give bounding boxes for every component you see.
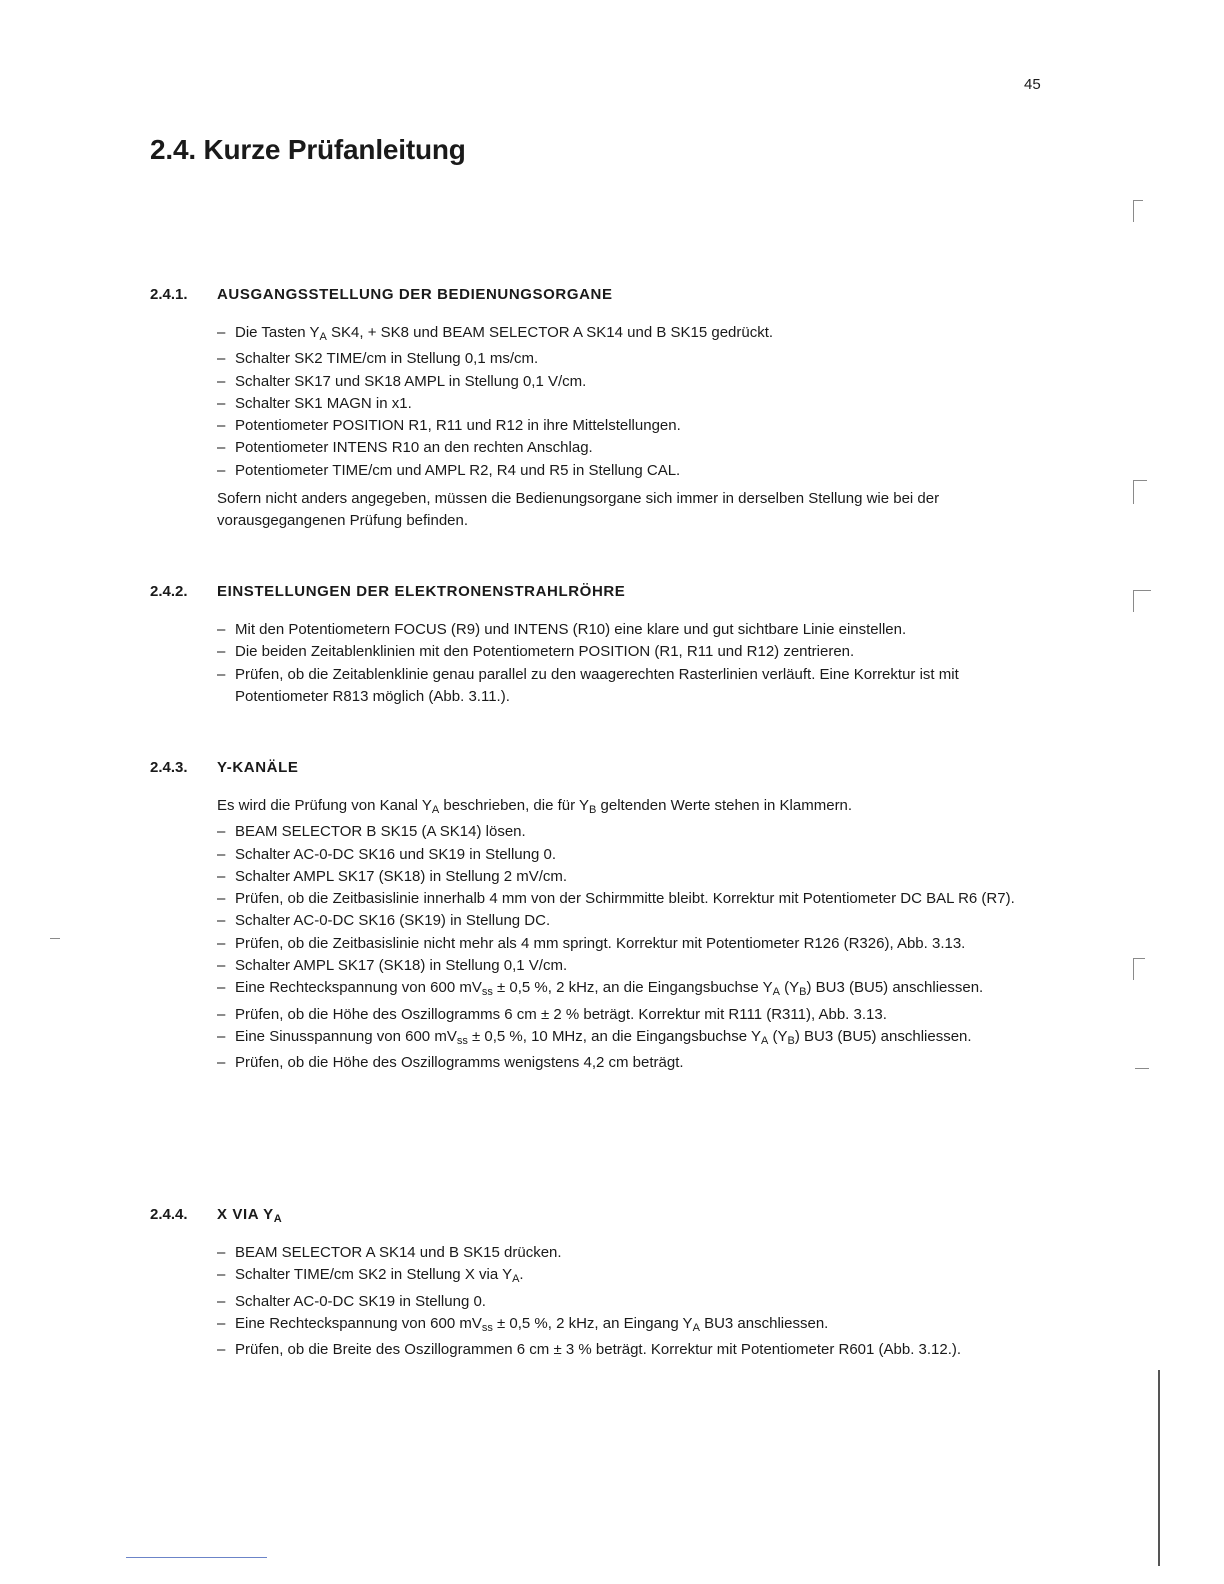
section-title: X VIA $Y_A$ — [217, 1206, 283, 1225]
list-item: – Prüfen, ob die Höhe des Oszillogramms 6 cm ± 2 % beträgt. Korrektur mit R111 (R311), Abb. 3.13. — [217, 1004, 1050, 1026]
margin-mark — [1133, 200, 1143, 201]
list-item: – Schalter AMPL SK17 (SK18) in Stellung 0,1 V/cm. — [217, 955, 1050, 977]
section-title: Y-KANÄLE — [217, 759, 299, 776]
section-number: 2.4.4. — [150, 1206, 188, 1223]
margin-mark — [1133, 200, 1134, 222]
section-body — [217, 322, 1050, 533]
section-heading — [150, 286, 1050, 310]
list-item: – Potentiometer INTENS R10 an den rechten Anschlag. — [217, 437, 1050, 459]
section-number: 2.4.3. — [150, 759, 188, 776]
section-title: AUSGANGSSTELLUNG DER BEDIENUNGSORGANE — [217, 286, 613, 303]
margin-mark — [1133, 958, 1134, 980]
list-item: – Potentiometer TIME/cm und AMPL R2, R4 und R5 in Stellung CAL. — [217, 460, 1050, 482]
list-item: – Schalter TIME/cm SK2 in Stellung X via $Y_A$. — [217, 1264, 1050, 1290]
section-body — [217, 619, 1050, 708]
list-item: – BEAM SELECTOR B SK15 (A SK14) lösen. — [217, 821, 1050, 843]
list-item: – Schalter SK17 und SK18 AMPL in Stellung 0,1 V/cm. — [217, 371, 1050, 393]
section-title: EINSTELLUNGEN DER ELEKTRONENSTRAHLRÖHRE — [217, 583, 626, 600]
list-item: – Die Tasten $Y_A$ SK4, + SK8 und BEAM SELECTOR A SK14 und B SK15 gedrückt. — [217, 322, 1050, 348]
list-item: – Schalter AMPL SK17 (SK18) in Stellung 2 mV/cm. — [217, 866, 1050, 888]
list-item: – Schalter SK1 MAGN in x1. — [217, 393, 1050, 415]
list-item: – Eine Rechteckspannung von 600 $mV_{ss} \pm 0,5$ %, 2 kHz, an die Eingangsbuchse $Y_A$ $(Y_B)$ BU3 (BU5) anschliessen. — [217, 977, 1050, 1003]
section-2-4-2 — [150, 583, 1050, 708]
section-heading — [150, 583, 1050, 607]
list-item: – Potentiometer POSITION R1, R11 und R12 in ihre Mittelstellungen. — [217, 415, 1050, 437]
section-heading — [150, 1206, 1050, 1230]
section-intro: Es wird die Prüfung von Kanal $Y_A$ beschrieben, die für $Y_B$ geltenden Werte stehen in Klammern. — [217, 797, 853, 816]
section-2-4-4 — [150, 1206, 1050, 1361]
list-item: – Prüfen, ob die Zeitbasislinie innerhalb 4 mm von der Schirmmitte bleibt. Korrektur mit Potentiometer DC BAL R6 (R7). — [217, 888, 1050, 910]
margin-mark — [1133, 590, 1151, 591]
list-item: – Die beiden Zeitablenklinien mit den Potentiometern POSITION (R1, R11 und R12) zentrieren. — [217, 641, 1050, 663]
list-item: – Eine Sinusspannung von 600 $mV_{ss} \pm 0,5$ %, 10 MHz, an die Eingangsbuchse $Y_A$ $(Y_B)$ BU3 (BU5) anschliessen. — [217, 1026, 1050, 1052]
section-2-4-1 — [150, 286, 1050, 533]
footnote-rule — [126, 1557, 267, 1558]
section-heading — [150, 759, 1050, 783]
list-item: – BEAM SELECTOR A SK14 und B SK15 drücken. — [217, 1242, 1050, 1264]
page-number: 45 — [1024, 76, 1041, 93]
margin-mark — [50, 938, 60, 939]
list-item: – Prüfen, ob die Höhe des Oszillogramms wenigstens 4,2 cm beträgt. — [217, 1052, 1050, 1074]
list-item: – Schalter AC-0-DC SK16 und SK19 in Stellung 0. — [217, 844, 1050, 866]
list-item: – Mit den Potentiometern FOCUS (R9) und INTENS (R10) eine klare und gut sichtbare Linie einstellen. — [217, 619, 1050, 641]
margin-mark — [1133, 480, 1147, 481]
page-title: 2.4. Kurze Prüfanleitung — [150, 134, 466, 165]
list-item: – Schalter AC-0-DC SK19 in Stellung 0. — [217, 1291, 1050, 1313]
section-2-4-3 — [150, 759, 1050, 1075]
margin-mark — [1133, 480, 1134, 504]
list-item: – Prüfen, ob die Zeitbasislinie nicht mehr als 4 mm springt. Korrektur mit Potentiometer R126 (R326), Abb. 3.13. — [217, 933, 1050, 955]
section-number: 2.4.1. — [150, 286, 188, 303]
margin-mark — [1133, 590, 1134, 612]
list-item: – Prüfen, ob die Zeitablenklinie genau parallel zu den waagerechten Rasterlinien verläuft. Eine Korrektur ist mit Potentiometer R813 möglich (Abb. 3.11.). — [217, 664, 1050, 709]
section-body — [217, 1242, 1050, 1361]
list-item: – Schalter AC-0-DC SK16 (SK19) in Stellung DC. — [217, 910, 1050, 932]
section-body — [217, 795, 1050, 1075]
section-number: 2.4.2. — [150, 583, 188, 600]
list-item: – Schalter SK2 TIME/cm in Stellung 0,1 ms/cm. — [217, 348, 1050, 370]
binding-edge-line — [1158, 1370, 1160, 1566]
margin-mark — [1135, 1068, 1149, 1069]
margin-mark — [1133, 958, 1145, 959]
section-note: Sofern nicht anders angegeben, müssen die Bedienungsorgane sich immer in derselben Stellung wie bei der vorausgegangenen Prüfung befinden. — [217, 490, 940, 530]
list-item: – Prüfen, ob die Breite des Oszillogrammen 6 cm ± 3 % beträgt. Korrektur mit Potentiometer R601 (Abb. 3.12.). — [217, 1339, 1050, 1361]
list-item: – Eine Rechteckspannung von 600 $mV_{ss} \pm 0,5$ %, 2 kHz, an Eingang $Y_A$ BU3 anschliessen. — [217, 1313, 1050, 1339]
